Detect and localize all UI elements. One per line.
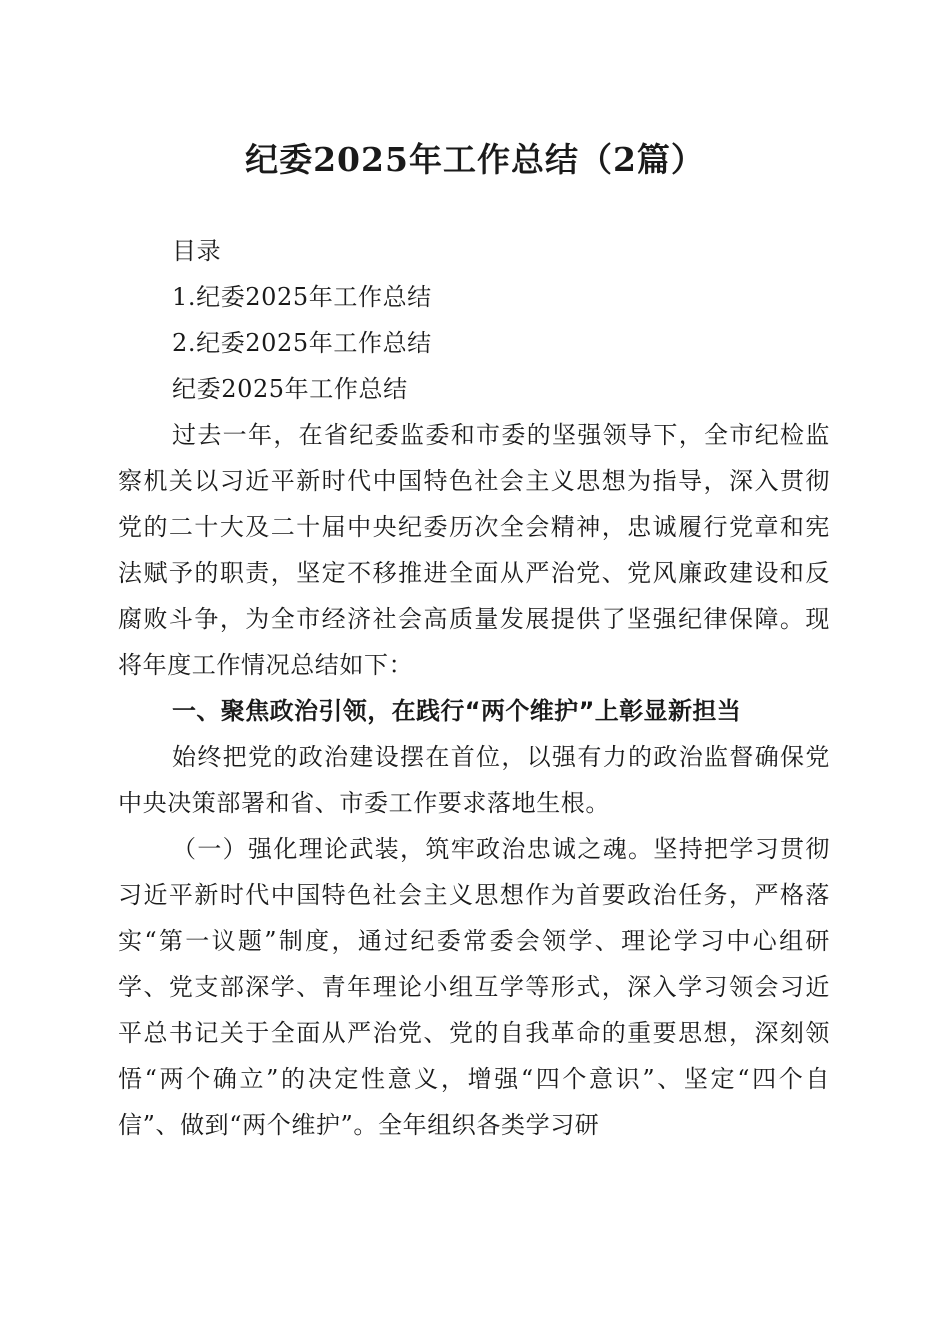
intro-paragraph: 过去一年，在省纪委监委和市委的坚强领导下，全市纪检监察机关以习近平新时代中国特色社会主义思想为指导，深入贯彻党的二十大及二十届中央纪委历次全会精神，忠诚履行党章和宪法赋予的职责，坚定不移推进全面从严治党、党风廉政建设和反腐败斗争，为全市经济社会高质量发展提供了坚强纪律保障。现将年度工作情况总结如下：	[118, 421, 830, 679]
toc-label: 目录	[172, 237, 222, 265]
section-1-heading: 一、聚焦政治引领，在践行“两个维护”上彰显新担当	[172, 697, 742, 725]
section-1-lead-paragraph: 始终把党的政治建设摆在首位，以强有力的政治监督确保党中央决策部署和省、市委工作要求落地生根。	[118, 743, 830, 817]
toc-item-2: 2.纪委2025年工作总结	[172, 329, 432, 357]
article-title: 纪委2025年工作总结	[172, 375, 408, 403]
subsection-1-paragraph: （一）强化理论武装，筑牢政治忠诚之魂。坚持把学习贯彻习近平新时代中国特色社会主义思想作为首要政治任务，严格落实“第一议题”制度，通过纪委常委会领学、理论学习中心组研学、党支部深学、青年理论小组互学等形式，深入学习领会习近平总书记关于全面从严治党、党的自我革命的重要思想，深刻领悟“两个确立”的决定性意义，增强“四个意识”、坚定“四个自信”、做到“两个维护”。全年组织各类学习研	[118, 835, 830, 1139]
toc-item-1: 1.纪委2025年工作总结	[172, 283, 432, 311]
document-title: 纪委2025年工作总结（2篇）	[245, 140, 705, 179]
document-body	[118, 228, 830, 1148]
